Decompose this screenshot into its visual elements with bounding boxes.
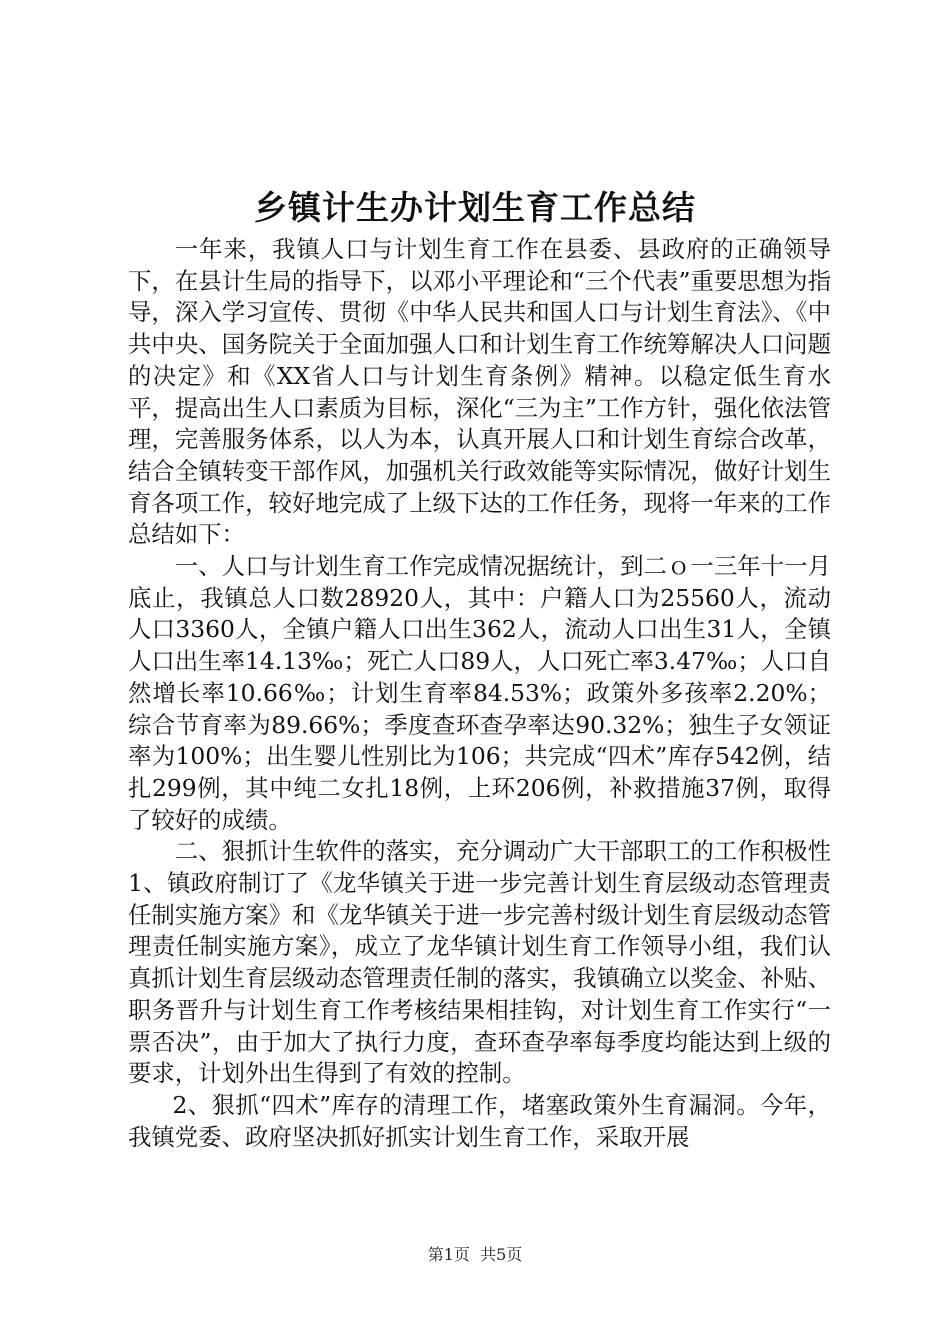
paragraph-intro: 一年来，我镇人口与计划生育工作在县委、县政府的正确领导下，在县计生局的指导下，以邓小平理论和“三个代表”重要思想为指导，深入学习宣传、贯彻《中华人民共和国人口与计划生育法》、《中共中央、国务院关于全面加强人口和计划生育工作统筹解决人口问题的决定》和《XX省人口与计划生育条例》精神。以稳定低生育水平，提高出生人口素质为目标，深化“三为主”工作方针，强化依法管理，完善服务体系，以人为本，认真开展人口和计划生育综合改革，结合全镇转变干部作风，加强机关行政效能等实际情况，做好计划生育各项工作，较好地完成了上级下达的工作任务，现将一年来的工作总结如下： [128, 235, 831, 549]
paragraph-section-two: 二、狠抓计生软件的落实，充分调动广大干部职工的工作积极性1、镇政府制订了《龙华镇关于进一步完善计划生育层级动态管理责任制实施方案》和《龙华镇关于进一步完善村级计划生育层级动态管理责任制实施方案》，成立了龙华镇计划生育工作领导小组，我们认真抓计划生育层级动态管理责任制的落实，我镇确立以奖金、补贴、职务晋升与计划生育工作考核结果相挂钩，对计划生育工作实行“一票否决”，由于加大了执行力度，查环查孕率每季度均能达到上级的要求，计划外出生得到了有效的控制。 [128, 837, 831, 1088]
document-title: 乡镇计生办计划生育工作总结 [254, 188, 696, 227]
paragraph-item-two: 2、狠抓“四术”库存的清理工作，堵塞政策外生育漏洞。今年，我镇党委、政府坚决抓好抓实计划生育工作，采取开展 [128, 1090, 831, 1151]
document-body [128, 234, 831, 1153]
paragraph-section-one: 一、人口与计划生育工作完成情况据统计，到二ｏ一三年十一月底止，我镇总人口数28920人，其中：户籍人口为25560人，流动人口3360人，全镇户籍人口出生362人，流动人口出生31人，全镇人口出生率14.13‰；死亡人口89人，人口死亡率3.47‰；人口自然增长率10.66‰；计划生育率84.53%；政策外多孩率2.20%；综合节育率为89.66%；季度查环查孕率达90.32%；独生子女领证率为100%；出生婴儿性别比为106；共完成“四术”库存542例，结扎299例，其中纯二女扎18例，上环206例，补救措施37例，取得了较好的成绩。 [128, 552, 831, 834]
page-footer [0, 1244, 950, 1266]
page-number: 第1页 共5页 [427, 1245, 523, 1264]
